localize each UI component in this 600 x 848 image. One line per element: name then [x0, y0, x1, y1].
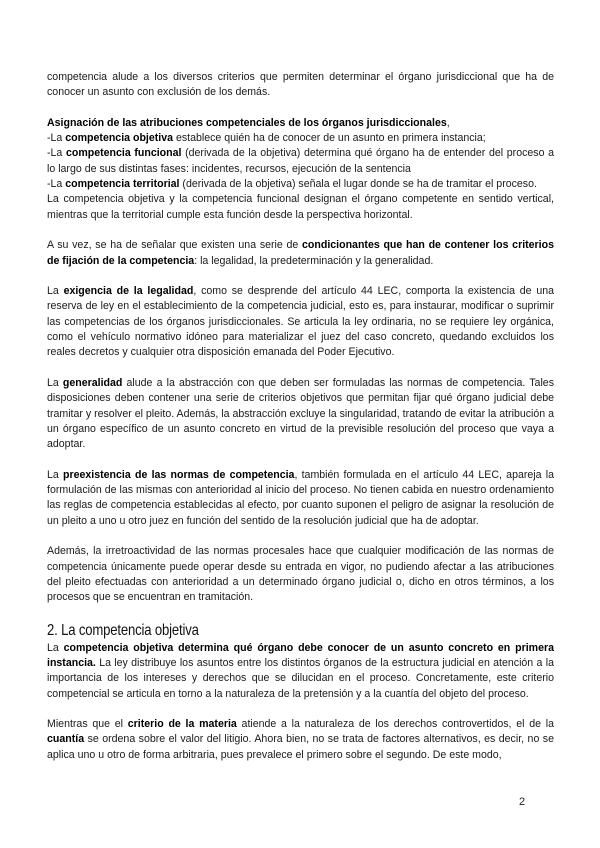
text-run: se ordena sobre el valor del litigio. Ahora bien, no se trata de factores alternativos, es decir, no se aplica uno u otro de forma arbitraria, pues prevalece el primero sobre el segundo. De este modo, — [47, 733, 554, 761]
text-run: -La — [47, 147, 66, 160]
list-item — [47, 146, 554, 177]
paragraph — [47, 376, 554, 452]
bold-text: criterio de la materia — [127, 718, 237, 731]
list-heading — [47, 116, 554, 131]
competence-list — [47, 116, 554, 223]
bold-text: preexistencia de las normas de competencia — [63, 468, 295, 481]
section-heading: 2. La competencia objetiva — [47, 621, 199, 639]
text-run: La — [47, 641, 64, 654]
text-run: La — [47, 376, 63, 389]
bold-text: cuantía — [47, 733, 85, 746]
text-run: , como se desprende del artículo 44 LEC, comporta la existencia de una reserva de ley en el establecimiento de la competencia judicial, esto es, para instaurar, modificar o suprimir las competencias de los órganos jurisdiccionales. Se articula la ley ordinaria, no se requiere ley orgánica, como el vehículo normativo idóneo para materializar el juez del caso concreto, quedando excluidos los reales decretos y cualquier otra disposición emanada del Poder Ejecutivo. — [47, 285, 555, 359]
bold-text: competencia territorial — [65, 178, 180, 191]
text-run: Además, la irretroactividad de las normas procesales hace que cualquier modificación de las normas de competencia únicamente puede operar desde su entrada en vigor, no pudiendo afectar a las atribuciones del pleito efectuadas con anterioridad a un determinado órgano judicial o, dicho en otros términos, a los procesos que se encuentran en tramitación. — [47, 545, 554, 604]
text-run: La — [47, 468, 64, 481]
paragraph — [47, 544, 554, 605]
bold-text: competencia funcional — [65, 147, 182, 160]
text-run: Mientras que el — [47, 718, 128, 731]
list-item — [47, 131, 554, 146]
document-page-body — [47, 70, 554, 778]
paragraph — [47, 238, 554, 269]
bold-text: condicionantes que han de contener los criterios de fijación de la competencia — [47, 239, 554, 267]
text-run: competencia alude a los diversos criterios que permiten determinar el órgano jurisdiccional que ha de conocer un asunto con exclusión de los demás. — [47, 71, 554, 99]
paragraph — [47, 70, 554, 101]
text-run: -La — [47, 178, 66, 191]
text-run: La — [47, 285, 64, 298]
text-run: (derivada de la objetiva) señala el lugar donde se ha de tramitar el proceso. — [179, 178, 537, 191]
text-run: -La — [47, 132, 66, 145]
list-item — [47, 177, 554, 192]
paragraph — [47, 284, 554, 360]
bold-text: competencia objetiva determina qué órgano debe conocer de un asunto concreto en primera instancia. — [47, 641, 554, 669]
text-run: , — [446, 116, 450, 129]
text-run: A su vez, se ha de señalar que existen una serie de — [47, 239, 303, 252]
page-number: 2 — [519, 796, 526, 808]
text-run: La competencia objetiva y la competencia funcional designan el órgano competente en sentido vertical, mientras que la territorial cumple esta función desde la perspectiva horizontal. — [47, 193, 554, 221]
bold-text: exigencia de la legalidad — [63, 285, 194, 298]
bold-text: Asignación de las atribuciones competenciales de los órganos jurisdiccionales — [47, 116, 447, 129]
bold-text: generalidad — [62, 376, 123, 389]
text-run: (derivada de la objetiva) determina qué órgano ha de entender del proceso a lo largo de sus distintas fases: incidentes, recursos, ejecución de la sentencia — [47, 147, 554, 175]
text-run: , también formulada en el artículo 44 LEC, apareja la formulación de las mismas con anterioridad al inicio del proceso. No tienen cabida en nuestro ordenamiento las reglas de competencia establecidas al efecto, por cuanto suponen el peligro de asignar la resolución de un pleito a uno u otro juez en función del sentido de la resolución judicial que ha de adoptar. — [47, 468, 555, 527]
text-run: establece quién ha de conocer de un asunto en primera instancia; — [173, 132, 486, 145]
text-run: atiende a la naturaleza de los derechos controvertidos, el de la — [236, 718, 554, 731]
bold-text: competencia objetiva — [65, 132, 174, 145]
paragraph — [47, 641, 554, 702]
paragraph — [47, 468, 554, 529]
text-run: alude a la abstracción con que deben ser formuladas las normas de competencia. Tales disposiciones deben contener una serie de criterios objetivos que permitan fijar qué órgano judicial debe tramitar y resolver el pleito. Además, la abstracción excluye la singularidad, tratando de evitar la atribución a un órgano específico de un asunto concreto en virtud de la previsible resolución del proceso que vaya a adoptar. — [47, 376, 554, 451]
text-run: La ley distribuye los asuntos entre los distintos órganos de la estructura judicial en atención a la importancia de los intereses y derechos que se dilucidan en el proceso. Concretamente, este criterio competencial se articula en torno a la naturaleza de la pretensión y a la cuantía del objeto del proceso. — [47, 656, 554, 700]
list-item — [47, 192, 554, 223]
text-run: : la legalidad, la predeterminación y la generalidad. — [194, 254, 434, 267]
paragraph — [47, 717, 554, 763]
